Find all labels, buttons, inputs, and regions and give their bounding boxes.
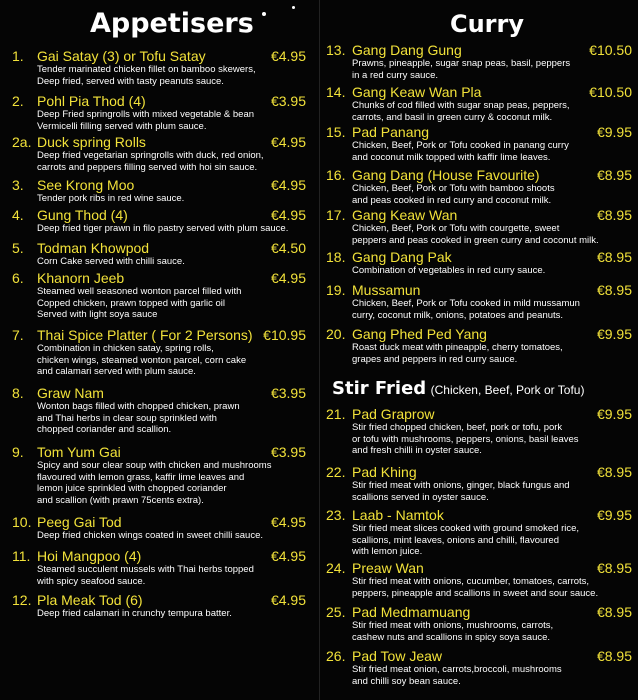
- menu-item-description: Deep Fried springrolls with mixed vegetable & bean Vermicelli filling served with plum sauce.: [37, 109, 255, 132]
- menu-item-name: See Krong Moo: [37, 177, 135, 193]
- menu-item-name: Graw Nam: [37, 385, 104, 401]
- menu-item-price: €8.95: [596, 464, 632, 480]
- menu-item-number: 25.: [326, 604, 346, 620]
- menu-item-number: 16.: [326, 167, 346, 183]
- menu-item-number: 14.: [326, 84, 346, 100]
- menu-item-price: €4.50: [270, 240, 306, 256]
- menu-item-price: €4.95: [270, 134, 306, 150]
- menu-item-description: Deep fried tiger prawn in filo pastry served with plum sauce.: [37, 223, 289, 234]
- menu-item-price: €9.95: [596, 124, 632, 140]
- menu-item-name: Gang Dang Gung: [352, 42, 462, 58]
- menu-item-price: €3.95: [270, 385, 306, 401]
- decorative-dot: [262, 12, 266, 16]
- menu-item-price: €8.95: [596, 648, 632, 664]
- menu-item-price: €4.95: [270, 48, 306, 64]
- menu-item-name: Khanorn Jeeb: [37, 270, 125, 286]
- stir-fried-heading: Stir Fried: [332, 378, 427, 399]
- appetisers-heading: Appetisers: [90, 8, 254, 39]
- menu-item-number: 8.: [12, 385, 24, 401]
- menu-item-number: 15.: [326, 124, 346, 140]
- menu-item-description: Spicy and sour clear soup with chicken and mushrooms flavoured with lemon grass, kaffir lime leaves and lemon juice sprinkled with chopped coriander and scallion (with prawn 75cents extra).: [37, 460, 272, 506]
- menu-item-name: Pad Graprow: [352, 406, 435, 422]
- menu-item-name: Thai Spice Platter ( For 2 Persons): [37, 327, 253, 343]
- menu-item-description: Tender pork ribs in red wine sauce.: [37, 193, 185, 204]
- menu-item-number: 9.: [12, 444, 24, 460]
- menu-item-number: 7.: [12, 327, 24, 343]
- menu-item-description: Deep fried vegetarian springrolls with duck, red onion, carrots and peppers filling served with hoi sin sauce.: [37, 150, 264, 173]
- menu-item-price: €4.95: [270, 592, 306, 608]
- menu-item-price: €10.50: [589, 84, 632, 100]
- menu-item-number: 13.: [326, 42, 346, 58]
- menu-item-number: 17.: [326, 207, 346, 223]
- menu-item-description: Tender marinated chicken fillet on bamboo skewers, Deep fried, served with tasty peanuts sauce.: [37, 64, 256, 87]
- menu-item-price: €8.95: [596, 249, 632, 265]
- menu-item-number: 2a.: [12, 134, 32, 150]
- menu-item-number: 1.: [12, 48, 24, 64]
- menu-item-description: Roast duck meat with pineapple, cherry tomatoes, grapes and peppers in red curry sauce.: [352, 342, 563, 365]
- curry-heading: Curry: [449, 10, 524, 38]
- menu-item-name: Gang Keaw Wan: [352, 207, 458, 223]
- menu-item-name: Gang Keaw Wan Pla: [352, 84, 482, 100]
- decorative-dot: [292, 6, 295, 9]
- menu-item-name: Todman Khowpod: [37, 240, 150, 256]
- menu-item-description: Stir fried meat with onions, cucumber, tomatoes, carrots, peppers, pineapple and scallions in sweet and sour sauce.: [352, 576, 599, 599]
- menu-item-description: Combination of vegetables in red curry sauce.: [352, 265, 546, 276]
- menu-item-number: 21.: [326, 406, 346, 422]
- menu-item-description: Corn Cake served with chilli sauce.: [37, 256, 185, 267]
- menu-item-price: €8.95: [596, 207, 632, 223]
- menu-item-description: Chicken, Beef, Pork or Tofu cooked in mild mussamun curry, coconut milk, onions, potatoes and peanuts.: [352, 298, 580, 321]
- menu-item-description: Stir fried meat with onions, ginger, black fungus and scallions served in oyster sauce.: [352, 480, 570, 503]
- menu-item-number: 10.: [12, 514, 32, 530]
- menu-item-name: Pad Khing: [352, 464, 417, 480]
- menu-item-price: €8.95: [596, 167, 632, 183]
- menu-item-description: Prawns, pineapple, sugar snap peas, basil, peppers in a red curry sauce.: [352, 58, 571, 81]
- menu-item-number: 26.: [326, 648, 346, 664]
- menu-item-name: Pad Medmamuang: [352, 604, 471, 620]
- menu-item-name: Pla Meak Tod (6): [37, 592, 143, 608]
- menu-item-description: Stir fried chopped chicken, beef, pork or tofu, pork or tofu with mushrooms, peppers, onions, basil leaves and fresh chilli in oyster sauce.: [352, 422, 579, 456]
- menu-item-description: Steamed well seasoned wonton parcel filled with Copped chicken, prawn topped with garlic oil Served with light soya sauce: [37, 286, 242, 320]
- menu-item-number: 23.: [326, 507, 346, 523]
- menu-item-name: Gung Thod (4): [37, 207, 128, 223]
- menu-item-price: €10.95: [263, 327, 306, 343]
- menu-item-price: €4.95: [270, 177, 306, 193]
- menu-item-number: 20.: [326, 326, 346, 342]
- menu-item-name: Gai Satay (3) or Tofu Satay: [37, 48, 206, 64]
- menu-item-price: €8.95: [596, 282, 632, 298]
- menu-item-price: €4.95: [270, 270, 306, 286]
- menu-item-price: €4.95: [270, 514, 306, 530]
- menu-item-price: €10.50: [589, 42, 632, 58]
- menu-item-number: 5.: [12, 240, 24, 256]
- menu-item-name: Laab - Namtok: [352, 507, 444, 523]
- menu-item-number: 18.: [326, 249, 346, 265]
- menu-item-price: €8.95: [596, 604, 632, 620]
- menu-item-price: €4.95: [270, 207, 306, 223]
- stir-fried-header: [332, 378, 584, 399]
- menu-item-description: Deep fried calamari in crunchy tempura batter.: [37, 608, 232, 619]
- menu-item-description: Stir fried meat onion, carrots,broccoli, mushrooms and chilli soy bean sauce.: [352, 664, 562, 687]
- menu-item-name: Pad Panang: [352, 124, 430, 140]
- menu-item-name: Preaw Wan: [352, 560, 424, 576]
- menu-item-price: €3.95: [270, 93, 306, 109]
- menu-item-number: 6.: [12, 270, 24, 286]
- menu-item-name: Gang Phed Ped Yang: [352, 326, 487, 342]
- menu-item-description: Stir fried meat with onions, mushrooms, carrots, cashew nuts and scallions in spicy soya sauce.: [352, 620, 554, 643]
- menu-item-price: €9.95: [596, 406, 632, 422]
- menu-item-number: 24.: [326, 560, 346, 576]
- menu-item-name: Gang Dang Pak: [352, 249, 452, 265]
- menu-item-name: Gang Dang (House Favourite): [352, 167, 540, 183]
- menu-item-description: Chicken, Beef, Pork or Tofu with courgette, sweet peppers and peas cooked in green curry and coconut milk.: [352, 223, 599, 246]
- menu-item-price: €9.95: [596, 507, 632, 523]
- menu-item-description: Chicken, Beef, Pork or Tofu with bamboo shoots and peas cooked in red curry and coconut milk.: [352, 183, 555, 206]
- menu-item-description: Deep fried chicken wings coated in sweet chilli sauce.: [37, 530, 264, 541]
- menu-item-price: €9.95: [596, 326, 632, 342]
- menu-item-description: Combination in chicken satay, spring rolls, chicken wings, steamed wonton parcel, corn cake and calamari served with plum sauce.: [37, 343, 247, 377]
- menu-item-name: Mussamun: [352, 282, 421, 298]
- menu-item-number: 11.: [12, 548, 31, 564]
- menu-item-name: Pohl Pia Thod (4): [37, 93, 146, 109]
- stir-fried-subheading: (Chicken, Beef, Pork or Tofu): [430, 383, 585, 397]
- menu-item-description: Stir fried meat slices cooked with ground smoked rice, scallions, mint leaves, onions and chilli, flavoured with lemon juice.: [352, 523, 580, 557]
- menu-item-price: €3.95: [270, 444, 306, 460]
- menu-item-number: 4.: [12, 207, 24, 223]
- menu-item-name: Hoi Mangpoo (4): [37, 548, 142, 564]
- menu-item-price: €8.95: [596, 560, 632, 576]
- menu-item-description: Wonton bags filled with chopped chicken, prawn and Thai herbs in clear soup sprinkled with chopped coriander and scallion.: [37, 401, 240, 435]
- menu-item-number: 12.: [12, 592, 32, 608]
- menu-item-number: 19.: [326, 282, 346, 298]
- menu-item-name: Peeg Gai Tod: [37, 514, 122, 530]
- menu-item-name: Tom Yum Gai: [37, 444, 121, 460]
- column-divider: [319, 0, 320, 700]
- menu-item-price: €4.95: [270, 548, 306, 564]
- menu-item-name: Pad Tow Jeaw: [352, 648, 443, 664]
- menu-item-name: Duck spring Rolls: [37, 134, 146, 150]
- menu-item-description: Chunks of cod filled with sugar snap peas, peppers, carrots, and basil in green curry & coconut milk.: [352, 100, 570, 123]
- menu-item-description: Steamed succulent mussels with Thai herbs topped with spicy seafood sauce.: [37, 564, 254, 587]
- menu-item-description: Chicken, Beef, Pork or Tofu cooked in panang curry and coconut milk topped with kaffir lime leaves.: [352, 140, 569, 163]
- menu-item-number: 2.: [12, 93, 24, 109]
- menu-item-number: 3.: [12, 177, 24, 193]
- menu-item-number: 22.: [326, 464, 346, 480]
